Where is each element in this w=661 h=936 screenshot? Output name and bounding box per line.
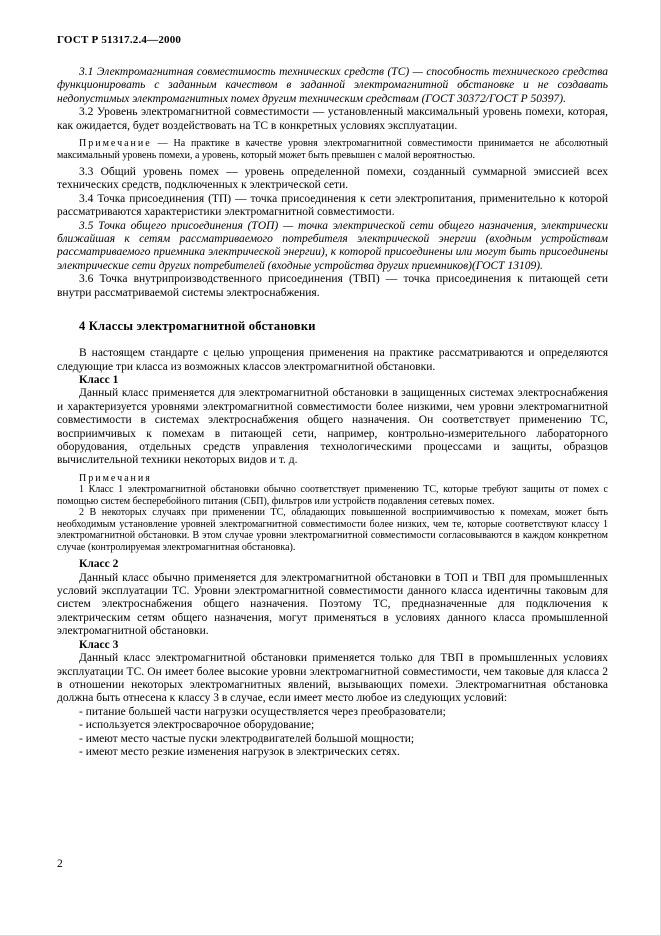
class-1-heading: Класс 1: [79, 373, 119, 386]
definition-3-5: 3.5 Точка общего присоединения (ТОП) — точка электрической сети общего назначения, электрически ближайшая к сетям рассматриваемого потребителя электрической энергии (входным устройствам рассматриваемого приемника электрической энергии), к которой присоединены или могут быть присоединены электрические сети других потребителей (входные устройства других приемников)(ГОСТ 13109).: [57, 219, 608, 272]
note-text: — На практике в качестве уровня электромагнитной совместимости принимается не абсолютный максимальный уровень помехи, а уровень, который может быть превышен с малой вероятностью.: [57, 138, 608, 161]
document-content: [57, 66, 608, 759]
condition-item: - питание большей части нагрузки осуществляется через преобразователи;: [79, 705, 446, 718]
class-3-body: Данный класс электромагнитной обстановки применяется только для ТВП в промышленных условиях эксплуатации ТС. Он имеет более высокие уровни электромагнитной совместимости, чем таковые для класса 2 в отношении некоторых электромагнитных явлений, вызывающих помехи. Электромагнитная обстановка должна быть отнесена к классу 3 в случае, если имеет место любое из следующих условий:: [57, 652, 608, 705]
section-4-intro: В настоящем стандарте с целью упрощения применения на практике рассматриваются и определяются следующие три класса из возможных классов электромагнитной обстановки.: [57, 347, 608, 373]
definition-3-6: 3.6 Точка внутрипроизводственного присоединения (ТВП) — точка присоединения к питающей сети внутри рассматриваемой системы электроснабжения.: [57, 273, 608, 299]
class-1-body: Данный класс применяется для электромагнитной обстановки в защищенных системах электроснабжения и характеризуется уровнями электромагнитной совместимости более низкими, чем уровни электромагнитной совместимости в системах электроснабжения общего назначения. Он соответствует применению ТС, восприимчивых к помехам в питающей сети, например, контрольно-измерительного лабораторного оборудования, отдельных средств управления технологическими процессами и защиты, образцов вычислительной техники некоторых видов и т. д.: [57, 387, 608, 467]
section-4-heading: 4 Классы электромагнитной обстановки: [79, 319, 316, 334]
note-3-2: [57, 138, 608, 161]
definition-3-1: 3.1 Электромагнитная совместимость технических средств (ТС) — способность технического средства функционировать с заданным качеством в заданной электромагнитной обстановке и не создавать недопустимых электромагнитных помех другим техническим средствам (ГОСТ 30372/ГОСТ Р 50397).: [57, 66, 608, 105]
class-1-notes: [57, 473, 608, 554]
standard-number: ГОСТ Р 51317.2.4—2000: [57, 34, 182, 46]
class-3-heading: Класс 3: [79, 638, 119, 651]
note-item-1: 1 Класс 1 электромагнитной обстановки обычно соответствует применению ТС, которые требуют защиты от помех с помощью систем бесперебойного питания (СБП), фильтров или устройств подавления сетевых помех.: [57, 484, 608, 507]
condition-item: - имеют место частые пуски электродвигателей большой мощности;: [79, 732, 415, 745]
page-number: 2: [57, 858, 63, 870]
condition-item: - имеют место резкие изменения нагрузок в электрических сетях.: [79, 745, 400, 758]
class-2-heading: Класс 2: [79, 558, 119, 571]
running-header: [57, 34, 181, 46]
note-label: Примечание: [79, 138, 152, 150]
note-item-2: 2 В некоторых случаях при применении ТС, обладающих повышенной восприимчивостью к помехам, может быть необходимым установление уровней электромагнитной совместимости более низких, чем те, которые соответствуют классу 1 электромагнитной обстановки. В этом случае уровни электромагнитной совместимости согласовываются в каждом конкретном случае (контролируемая электромагнитная обстановка).: [57, 507, 608, 553]
definition-3-3: 3.3 Общий уровень помех — уровень определенной помехи, созданный суммарной эмиссией всех технических средств, подключенных к электрической сети.: [57, 166, 608, 192]
notes-heading: Примечания: [79, 472, 152, 484]
definition-3-2: 3.2 Уровень электромагнитной совместимости — установленный максимальный уровень помехи, которая, как ожидается, будет воздействовать на ТС в конкретных условиях эксплуатации.: [57, 106, 608, 132]
condition-item: - используется электросварочное оборудование;: [79, 719, 315, 732]
class-2-body: Данный класс обычно применяется для электромагнитной обстановки в ТОП и ТВП для промышленных условий эксплуатации ТС. Уровни электромагнитной совместимости данного класса идентичны таковым для систем электроснабжения общего назначения. Поэтому ТС, предназначенные для подключения к электрическим сетям общего назначения, могут применяться в условиях данного класса промышленной электромагнитной обстановки.: [57, 571, 608, 638]
definition-3-4: 3.4 Точка присоединения (ТП) — точка присоединения к сети электропитания, применительно к которой рассматриваются характеристики электромагнитной совместимости.: [57, 192, 608, 219]
